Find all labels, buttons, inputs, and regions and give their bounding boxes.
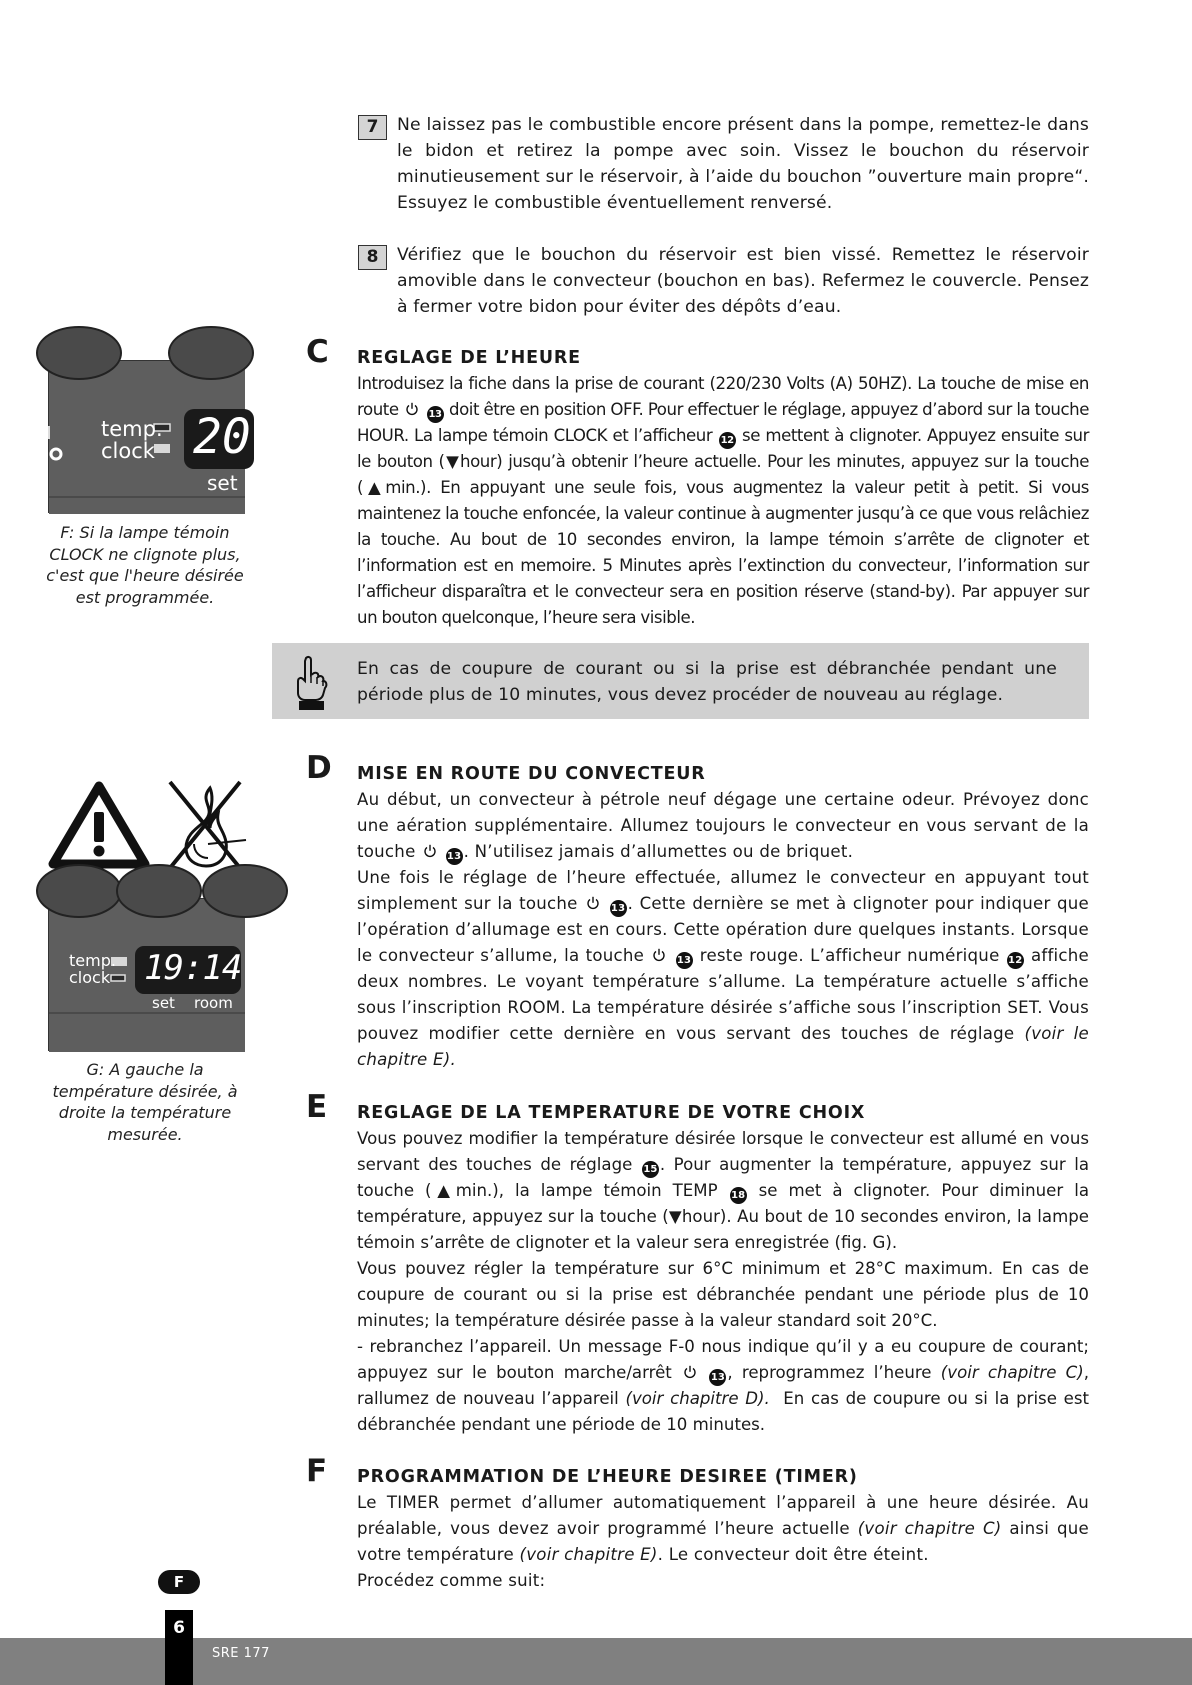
room-label: room	[194, 994, 233, 1012]
page-number: 6	[173, 1618, 185, 1638]
step-8	[358, 242, 1089, 320]
step-7	[358, 112, 1089, 216]
power-icon	[683, 1365, 697, 1379]
callout-13: 13	[676, 952, 693, 969]
figure-f-caption: F: Si la lampe témoin CLOCK ne clignote plus, c'est que l'heure désirée est programmée.	[46, 523, 244, 607]
section-d-letter: D	[306, 750, 332, 786]
section-f-letter: F	[306, 1453, 328, 1489]
model-number: SRE 177	[212, 1646, 270, 1661]
callout-12: 12	[1007, 952, 1024, 969]
temp-label: temp.	[69, 951, 116, 970]
section-d-body: Au début, un convecteur à pétrole neuf dégage une certaine odeur. Prévoyez donc une aération supplémentaire. Allumez toujours le convecteur en vous servant de la touche 13 . N’utilisez jamais d’allumettes ou de briquet. Une fois le réglage de l’heure effectuée, allumez le convecteur en appuyant tout simplement sur la touche 13 . Cette dernière se met à clignoter pour indiquer que l’opération d’allumage est en cours. Cette opération dure quelques instants. Lorsque le convecteur s’allume, la touche 13 reste rouge. L’afficheur numérique 12 affiche deux nombres. Le voyant température s’allume. La température actuelle s’affiche sous l’inscription ROOM. La température désirée s’affiche sous l’inscription SET. Vous pouvez modifier cette dernière en vous servant des touches de réglage (voir le chapitre E).	[357, 790, 1090, 1069]
step-number: 7	[358, 115, 387, 140]
language-badge: F	[158, 1570, 200, 1594]
step-number: 8	[358, 245, 387, 270]
temp-label: temp.	[101, 417, 163, 441]
power-icon	[652, 948, 666, 962]
step-text: Vérifiez que le bouchon du réservoir est bien vissé. Remettez le réservoir amovible dans le convecteur (bouchon en bas). Refermez le couvercle. Pensez à fermer votre bidon pour éviter des dépôts d’eau.	[397, 245, 1089, 317]
callout-13: 13	[610, 900, 627, 917]
set-label: set	[207, 471, 238, 495]
callout-13: 13	[427, 406, 444, 423]
power-icon	[405, 402, 419, 416]
section-c-letter: C	[306, 334, 329, 370]
clock-label: clock	[101, 439, 155, 463]
section-e-letter: E	[306, 1089, 328, 1125]
section-c-title: REGLAGE DE L’HEURE	[357, 348, 581, 368]
set-label: set	[152, 994, 175, 1012]
section-f-title: PROGRAMMATION DE L’HEURE DESIREE (TIMER)	[357, 1467, 858, 1487]
clock-label: clock	[69, 968, 111, 987]
power-icon	[586, 896, 600, 910]
no-flame-icon	[164, 778, 246, 872]
section-e-body: Vous pouvez modifier la température désirée lorsque le convecteur est allumé en vous servant des touches de réglage 15 . Pour augmenter la température, appuyez sur la touche (▲min.), la lampe témoin TEMP 18 se met à clignoter. Pour diminuer la température, appuyez sur la touche (▼hour). Au bout de 10 secondes environ, la lampe témoin s’arrête de clignoter et la valeur sera enregistrée (fig. G). Vous pouvez régler la température sur 6°C minimum et 28°C maximum. En cas de coupure de courant ou si la prise est débranchée pendant une période plus de 10 minutes; la température désirée passe à la valeur standard soit 20°C. - rebranchez l’appareil. Un message F-0 nous indique qu’il y a eu coupure de courant; appuyez sur le bouton marche/arrêt 13 , reprogrammez l’heure (voir chapitre C), rallumez de nouveau l’appareil (voir chapitre D). En cas de coupure ou si la prise est débranchée pendant une période de 10 minutes.	[357, 1129, 1090, 1434]
clock-digits: 20	[193, 409, 251, 465]
callout-13: 13	[446, 848, 463, 865]
note-box	[272, 643, 1089, 719]
step-text: Ne laissez pas le combustible encore présent dans la pompe, remettez-le dans le bidon et retirez la pompe avec soin. Vissez le bouchon du réservoir minutieusement sur le réservoir, à l’aide du bouchon ”ouverture main propre“. Essuyez le combustible éventuellement renversé.	[397, 115, 1089, 213]
figure-f-display	[48, 360, 251, 513]
callout-15: 15	[642, 1161, 659, 1178]
callout-12: 12	[719, 432, 736, 449]
pointing-hand-icon	[292, 655, 328, 711]
callout-13: 13	[709, 1369, 726, 1386]
figure-g-display	[48, 898, 244, 1051]
display-digits: 19:14	[144, 948, 242, 988]
section-c-body: Introduisez la fiche dans la prise de courant (220/230 Volts (A) 50HZ). La touche de mise en route 13 doit être en position OFF. Pour effectuer le réglage, appuyez d’abord sur la touche HOUR. La lampe témoin CLOCK et l’afficheur 12 se mettent à clignoter. Appuyez ensuite sur le bouton (▼hour) jusqu’à obtenir l’heure actuelle. Pour les minutes, appuyez sur la touche (▲min.). En appuyant une seule fois, vous augmentez la valeur petit à petit. Si vous maintenez la touche enfoncée, la valeur continue à augmenter jusqu’à ce que vous relâchiez la touche. Au bout de 10 secondes environ, la lampe témoin s’arrête de clignoter et l’information est en memoire. 5 Minutes après l’extinction du convecteur, l’information sur l’afficheur disparaîtra et le convecteur sera en position réserve (stand-by). Par appuyer sur un bouton quelconque, l’heure sera visible.	[357, 374, 1089, 627]
figure-g-caption: G: A gauche la température désirée, à droite la température mesurée.	[52, 1060, 238, 1144]
warning-triangle-icon	[48, 780, 150, 870]
power-icon	[423, 844, 437, 858]
section-e-title: REGLAGE DE LA TEMPERATURE DE VOTRE CHOIX	[357, 1103, 866, 1123]
callout-18: 18	[730, 1187, 747, 1204]
section-d-title: MISE EN ROUTE DU CONVECTEUR	[357, 764, 706, 784]
note-text: En cas de coupure de courant ou si la prise est débranchée pendant une période plus de 10 minutes, vous devez procéder de nouveau au réglage.	[357, 659, 1057, 705]
section-f-body: Le TIMER permet d’allumer automatiquement l’appareil à une heure désirée. Au préalable, vous devez avoir programmé l’heure actuelle (voir chapitre C) ainsi que votre température (voir chapitre E). Le convecteur doit être éteint. Procédez comme suit:	[357, 1493, 1089, 1590]
